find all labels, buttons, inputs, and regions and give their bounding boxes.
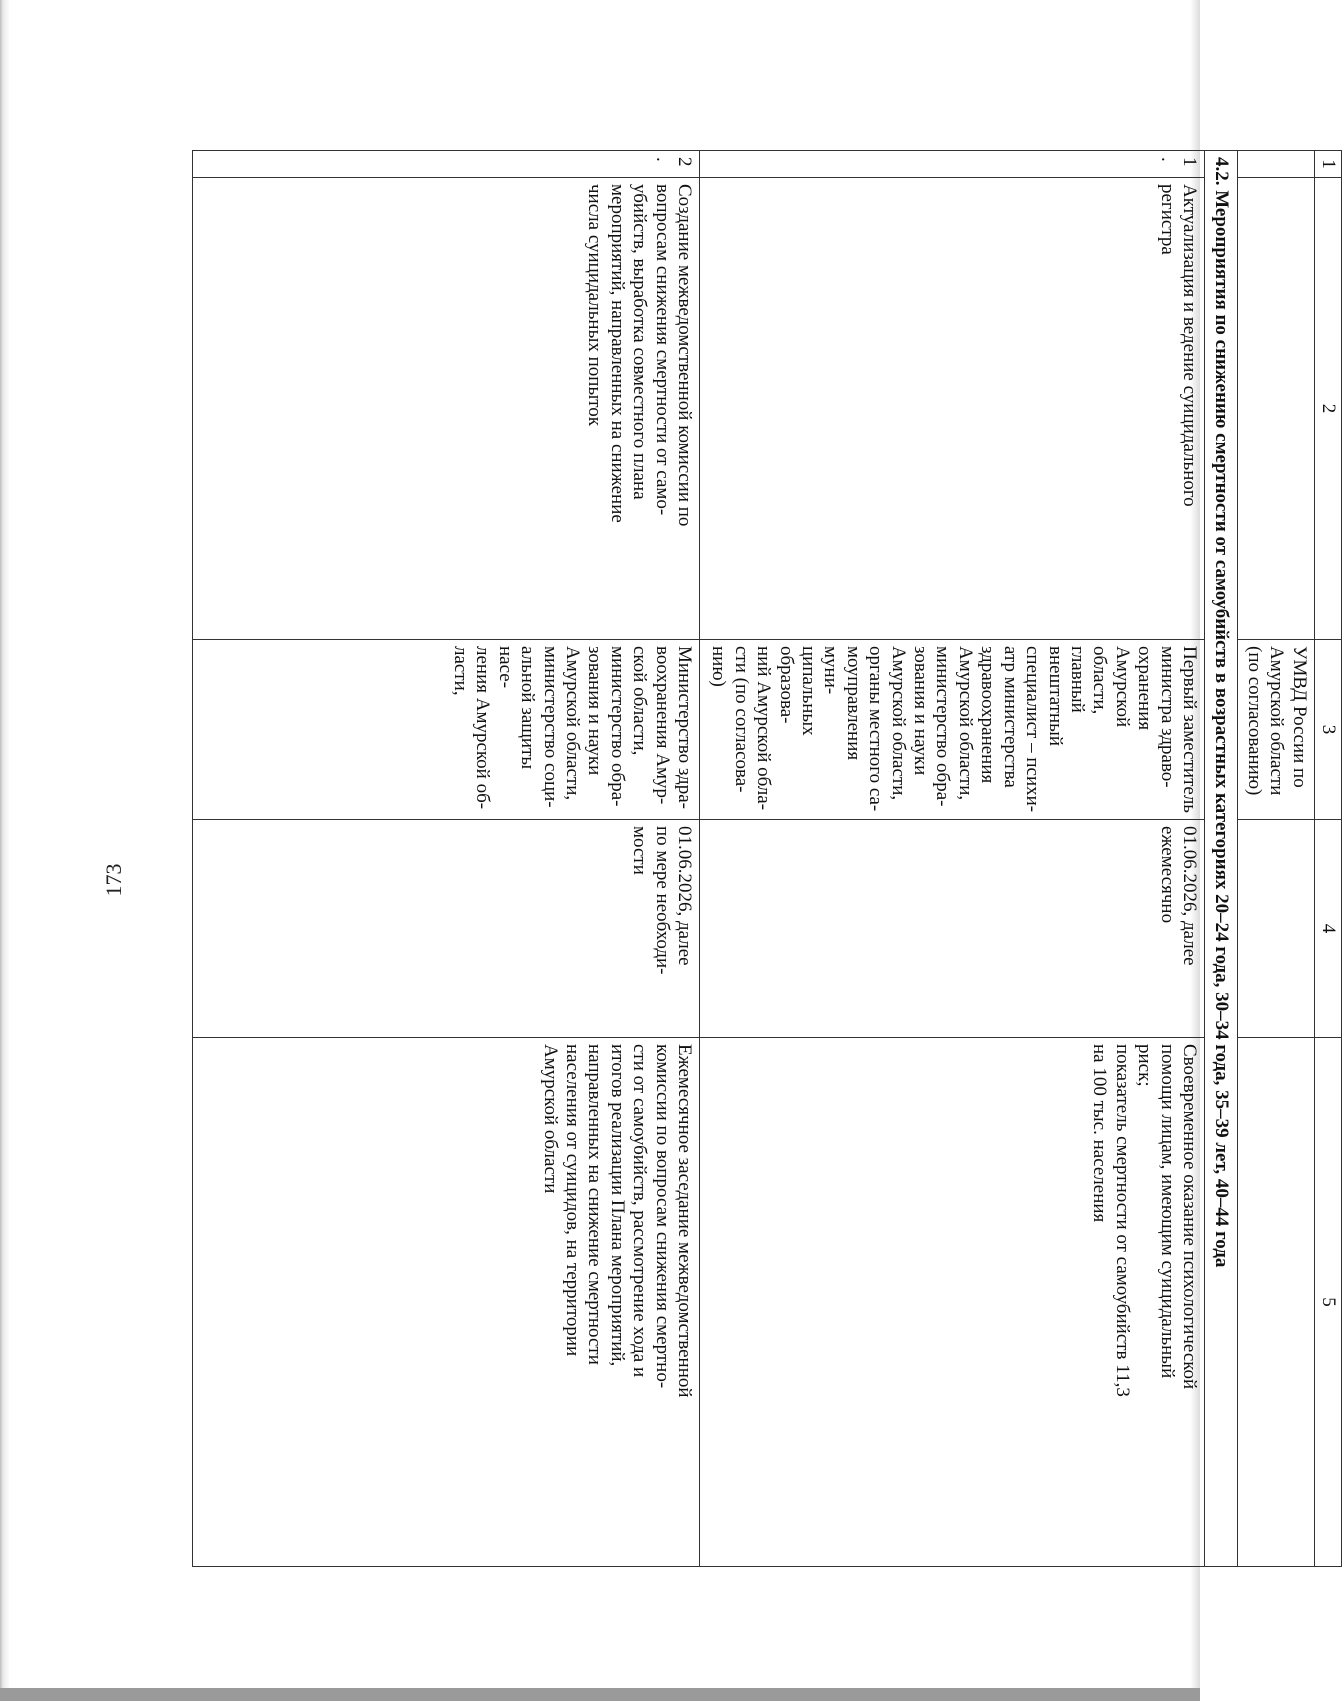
cell-measure bbox=[1238, 178, 1314, 640]
cell-result: Своевременное оказание психологической помощи лицам, имеющим суицидальный риск; показатель смертности от самоубийств 11,3 на 100 тыс. населения bbox=[699, 1038, 1204, 1567]
cell-responsible: Министерство здра- воохранения Амур- ской области, министерство обра- зования и науки Амурской области, министерство соци- альной защиты насе- ления Амурской об- ласти, bbox=[193, 640, 700, 820]
header-col-5: 5 bbox=[1314, 1038, 1341, 1567]
rotated-table-container bbox=[192, 150, 1342, 1566]
column-number-header bbox=[1314, 151, 1341, 1567]
cell-num: 1. bbox=[699, 151, 1204, 178]
section-title: 4.2. Мероприятия по снижению смертности от самоубийств в возрастных категориях 20–24 года, 30–34 года, 35–39 лет, 40–44 года bbox=[1204, 151, 1237, 1567]
continuation-row bbox=[1238, 151, 1314, 1567]
section-heading-row bbox=[1204, 151, 1237, 1567]
cell-responsible: УМВД России по Амурской области (по согласованию) bbox=[1238, 640, 1314, 820]
page-number: 173 bbox=[101, 863, 126, 897]
scan-edge bbox=[0, 1688, 1200, 1701]
cell-deadline: 01.06.2026, далее ежемесячно bbox=[699, 820, 1204, 1038]
measures-table bbox=[192, 150, 1342, 1567]
cell-measure: Актуализация и ведение суицидального регистра bbox=[699, 178, 1204, 640]
cell-measure: Создание межведомственной комиссии по вопросам снижения смертности от само- убийств, выработка совместного плана мероприятий, направленных на снижение числа суицидальных попыток bbox=[193, 178, 700, 640]
header-col-1: 1 bbox=[1314, 151, 1341, 178]
cell-result: Ежемесячное заседание межведомственной комиссии по вопросам снижения смертно- сти от самоубийств, рассмотрение хода и итогов реализации Плана мероприятий, направленных на снижение смертности населения от суицидов, на территории Амурской области bbox=[193, 1038, 700, 1567]
cell-deadline bbox=[1238, 820, 1314, 1038]
header-col-4: 4 bbox=[1314, 820, 1341, 1038]
cell-num: 2. bbox=[193, 151, 700, 178]
header-col-3: 3 bbox=[1314, 640, 1341, 820]
cell-responsible: Первый заместитель министра здраво- охранения Амурской области, главный внештатный специалист – психи- атр министерства здравоохранения Амурской области, министерство обра- зования и науки Амурской области, органы местного са- моуправления муни- ципальных образова- ний Амурской обла- сти (по согласова- нию) bbox=[699, 640, 1204, 820]
table-row bbox=[699, 151, 1204, 1567]
cell-num bbox=[1238, 151, 1314, 178]
header-col-2: 2 bbox=[1314, 178, 1341, 640]
cell-result bbox=[1238, 1038, 1314, 1567]
cell-deadline: 01.06.2026, далее по мере необходи- мости bbox=[193, 820, 700, 1038]
table-row bbox=[193, 151, 700, 1567]
